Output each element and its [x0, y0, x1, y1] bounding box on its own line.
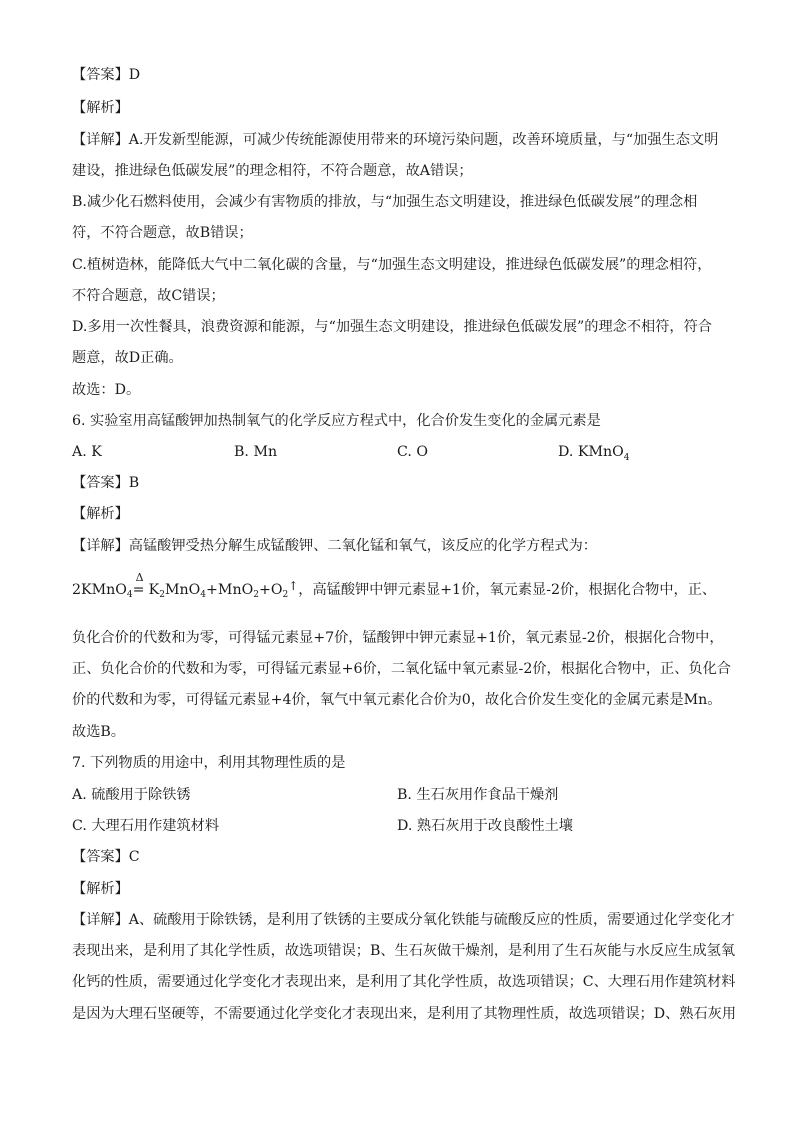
detail-line: 表现出来，是利用了其化学性质，故选项错误；B、生石灰做干燥剂，是利用了生石灰能与水反应生成氢氧: [72, 943, 736, 959]
detail-line: 符，不符合题意，故B错误；: [72, 225, 253, 241]
detail-line: D.多用一次性餐具，浪费资源和能源，与“加强生态文明建设，推进绿色低碳发展”的理念不相符，符合: [72, 319, 712, 335]
eq-sign: =: [132, 582, 145, 598]
analysis-label: 【解析】: [72, 506, 129, 522]
option-d-text: D. KMnO: [558, 444, 624, 460]
detail-line: 化钙的性质，需要通过化学变化才表现出来，是利用了其化学性质，故选项错误；C、大理石用作建筑材料: [72, 974, 736, 990]
question-7-stem: 7. 下列物质的用途中，利用其物理性质的是: [72, 755, 346, 771]
eq-tail-text: ，高锰酸钾中钾元素显+1价，氧元素显-2价，根据化合物中，正、: [298, 582, 717, 598]
detail-line: 负化合价的代数和为零，可得锰元素显+7价，锰酸钾中钾元素显+1价，氧元素显-2价，根据化合物中，: [72, 630, 724, 646]
eq-subscript: 4: [200, 590, 207, 600]
detail-line: 【详解】A.开发新型能源，可减少传统能源使用带来的环境污染问题，改善环境质量，与“加强生态文明: [72, 132, 719, 148]
option-d: [558, 442, 630, 468]
question-6-stem: 6. 实验室用高锰酸钾加热制氧气的化学反应方程式中，化合价发生变化的金属元素是: [72, 413, 601, 429]
detail-line: 【详解】高锰酸钾受热分解生成锰酸钾、二氧化锰和氧气，该反应的化学方程式为：: [72, 538, 597, 554]
answer-label: 【答案】B: [72, 475, 140, 491]
detail-line: B.减少化石燃料使用，会减少有害物质的排放，与“加强生态文明建设，推进绿色低碳发展”的理念相: [72, 194, 698, 210]
eq-product: MnO: [165, 582, 201, 598]
conclusion-line: 故选B。: [72, 724, 125, 740]
answer-label: 【答案】D: [72, 67, 141, 83]
eq-product: +O: [258, 582, 283, 598]
detail-line: 不符合题意，故C错误；: [72, 288, 225, 304]
eq-product: +MnO: [206, 582, 254, 598]
detail-line: 【详解】A、硫酸用于除铁锈，是利用了铁锈的主要成分氧化铁能与硫酸反应的性质，需要通过化学变化才: [72, 912, 735, 928]
detail-line: 是因为大理石坚硬等，不需要通过化学变化才表现出来，是利用了其物理性质，故选项错误；D、熟石灰用: [72, 1006, 737, 1022]
eq-reactant: 2KMnO: [72, 582, 127, 598]
gas-arrow-icon: ↑: [288, 579, 299, 593]
option-c: C. 大理石用作建筑材料: [72, 818, 220, 834]
option-a: A. 硫酸用于除铁锈: [72, 787, 191, 803]
option-b: B. Mn: [234, 444, 278, 460]
eq-subscript: 4: [126, 590, 133, 600]
detail-line: 正、负化合价的代数和为零，可得锰元素显+6价，二氧化锰中氧元素显-2价，根据化合物中，正、负化合: [72, 661, 731, 677]
option-b: B. 生石灰用作食品干燥剂: [397, 787, 559, 803]
answer-label: 【答案】C: [72, 849, 140, 865]
chemical-equation: [72, 571, 717, 605]
conclusion-line: 故选：D。: [72, 382, 141, 398]
option-c: C. O: [397, 444, 429, 460]
analysis-label: 【解析】: [72, 881, 129, 897]
detail-line: 建设，推进绿色低碳发展”的理念相符，不符合题意，故A错误；: [72, 163, 473, 179]
option-d-subscript: 4: [623, 452, 630, 463]
analysis-label: 【解析】: [72, 100, 129, 116]
eq-subscript: 2: [159, 590, 165, 600]
option-d: D. 熟石灰用于改良酸性土壤: [397, 818, 573, 834]
eq-subscript: 2: [282, 590, 289, 600]
option-a: A. K: [72, 444, 102, 460]
detail-line: 题意，故D正确。: [72, 350, 183, 366]
heat-symbol: Δ: [135, 571, 144, 584]
eq-product: K: [148, 582, 160, 598]
detail-line: C.植树造林，能降低大气中二氧化碳的含量，与“加强生态文明建设，推进绿色低碳发展”的理念相符，: [72, 257, 712, 273]
eq-condition: [132, 571, 149, 600]
eq-subscript: 2: [253, 590, 259, 600]
detail-line: 价的代数和为零，可得锰元素显+4价，氧气中氧元素化合价为0，故化合价发生变化的金属元素是Mn。: [72, 692, 722, 708]
